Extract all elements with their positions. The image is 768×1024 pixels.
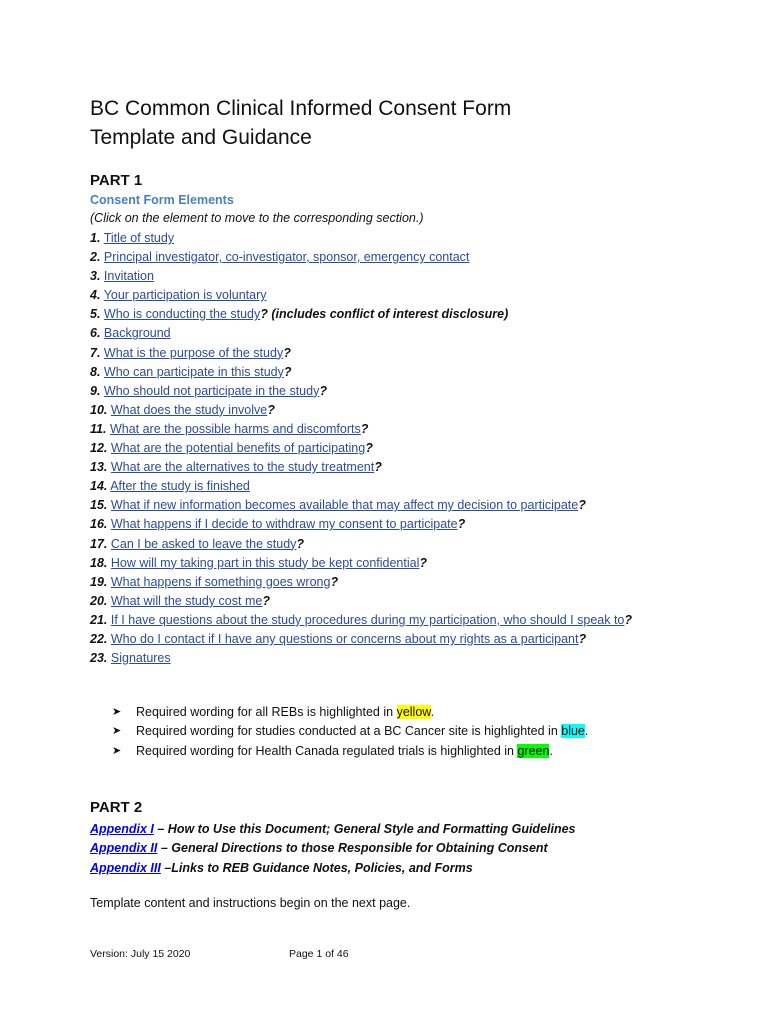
legend-text-end: . [430, 705, 435, 719]
toc-item [90, 420, 650, 439]
legend-item [112, 722, 588, 741]
appendix-row [90, 839, 576, 858]
toc-link[interactable]: Can I be asked to leave the study [110, 536, 297, 551]
part1-heading: PART 1 [90, 172, 143, 189]
toc-item [90, 554, 650, 573]
template-intro-text: Template content and instructions begin on the next page. [90, 896, 411, 910]
toc-item [90, 630, 650, 649]
title-line: BC Common Clinical Informed Consent Form [90, 97, 512, 120]
item-number: 16. [90, 517, 108, 532]
toc-item [90, 248, 650, 267]
toc-item [90, 324, 650, 343]
question-mark: ? [283, 345, 291, 360]
toc-link[interactable]: Principal investigator, co-investigator, sponsor, emergency contact [103, 250, 470, 265]
footer-page-number: Page 1 of 46 [289, 948, 349, 960]
appendix-description: – How to Use this Document; General Style and Formatting Guidelines [153, 822, 576, 836]
toc-item [90, 592, 650, 611]
question-mark: ? [262, 593, 270, 608]
appendix-link[interactable]: Appendix III [90, 860, 161, 875]
item-number: 19. [90, 574, 108, 589]
legend-text-end: . [584, 724, 589, 739]
question-mark: ? [330, 574, 339, 589]
appendix-link[interactable]: Appendix I [90, 822, 154, 836]
legend-item [112, 703, 588, 722]
toc-item [90, 477, 650, 496]
appendix-description: –Links to REB Guidance Notes, Policies, and Forms [160, 860, 473, 875]
item-number: 21. [90, 612, 108, 627]
appendix-row [90, 820, 576, 839]
toc-link[interactable]: What is the purpose of the study [103, 345, 284, 360]
appendix-description: – General Directions to those Responsible for Obtaining Consent [157, 841, 548, 856]
item-number: 4. [90, 288, 101, 303]
toc-link[interactable]: What are the possible harms and discomforts [109, 421, 361, 436]
toc-item [90, 382, 650, 401]
highlight-legend [112, 703, 588, 761]
toc-item [90, 267, 650, 286]
item-number: 6. [90, 326, 101, 341]
appendix-row [90, 859, 576, 878]
question-mark: ? [624, 612, 633, 627]
toc-item [90, 229, 650, 248]
item-number: 22. [90, 631, 108, 646]
arrow-bullet-icon: ➤ [112, 706, 122, 718]
toc-link[interactable]: Who is conducting the study [103, 307, 261, 322]
toc-item [90, 496, 650, 515]
question-mark: ? [578, 498, 586, 513]
item-number: 7. [90, 345, 101, 360]
toc-link[interactable]: How will my taking part in this study be kept confidential [110, 555, 420, 570]
question-mark: ? [360, 421, 369, 436]
toc-item [90, 401, 650, 420]
toc-link[interactable]: What are the alternatives to the study treatment [110, 460, 375, 475]
item-number: 10. [90, 402, 108, 417]
question-mark: ? [260, 307, 268, 322]
legend-text-end: . [549, 743, 553, 758]
appendix-link[interactable]: Appendix II [90, 841, 158, 856]
document-title [90, 94, 511, 152]
footer-version: Version: July 15 2020 [90, 948, 191, 960]
question-mark: ? [374, 460, 382, 475]
item-number: 15. [90, 498, 108, 513]
item-number: 9. [90, 383, 101, 398]
toc-link[interactable]: Background [103, 326, 171, 341]
item-note: (includes conflict of interest disclosure) [267, 307, 509, 322]
question-mark: ? [267, 402, 275, 417]
question-mark: ? [365, 441, 373, 456]
highlight-swatch: green [517, 743, 550, 758]
toc-item [90, 649, 650, 668]
item-number: 23. [90, 651, 108, 666]
consent-elements-list [90, 229, 650, 668]
toc-instruction: (Click on the element to move to the corresponding section.) [90, 211, 424, 225]
item-number: 8. [90, 364, 101, 379]
toc-item [90, 535, 650, 554]
question-mark: ? [296, 536, 305, 551]
toc-link[interactable]: After the study is finished [110, 479, 250, 494]
highlight-swatch: blue [561, 724, 585, 739]
toc-item [90, 611, 650, 630]
item-number: 1. [90, 231, 101, 245]
title-line: Template and Guidance [90, 126, 312, 149]
legend-text: Required wording for Health Canada regulated trials is highlighted in [136, 743, 518, 758]
toc-item [90, 344, 650, 363]
toc-item [90, 305, 650, 324]
item-number: 3. [90, 269, 101, 284]
item-number: 12. [90, 441, 108, 456]
legend-text: Required wording for studies conducted at a BC Cancer site is highlighted in [136, 724, 562, 739]
toc-item [90, 286, 650, 305]
item-number: 11. [90, 421, 107, 436]
toc-link[interactable]: Invitation [103, 269, 154, 284]
toc-item [90, 573, 650, 592]
toc-link[interactable]: What are the potential benefits of participating [110, 441, 366, 456]
part2-heading: PART 2 [90, 799, 143, 816]
toc-link[interactable]: Signatures [110, 651, 171, 666]
item-number: 2. [90, 250, 101, 265]
question-mark: ? [419, 555, 427, 570]
item-number: 5. [90, 307, 101, 322]
toc-item [90, 515, 650, 534]
toc-link[interactable]: Who do I contact if I have any questions or concerns about my rights as a participant [110, 631, 579, 646]
arrow-bullet-icon: ➤ [112, 725, 122, 738]
consent-elements-heading: Consent Form Elements [90, 193, 234, 207]
item-number: 20. [90, 593, 108, 608]
question-mark: ? [319, 383, 327, 398]
question-mark: ? [578, 631, 587, 646]
toc-item [90, 439, 650, 458]
toc-item [90, 458, 650, 477]
arrow-bullet-icon: ➤ [112, 744, 122, 757]
toc-link[interactable]: Who can participate in this study [103, 364, 284, 379]
appendix-list [90, 820, 576, 878]
toc-link[interactable]: Title of study [103, 231, 175, 245]
highlight-swatch: yellow [396, 705, 431, 719]
question-mark: ? [457, 517, 466, 532]
toc-link[interactable]: What happens if something goes wrong [110, 574, 331, 589]
toc-link[interactable]: Who should not participate in the study [103, 383, 320, 398]
item-number: 17. [90, 536, 108, 551]
toc-link[interactable]: What will the study cost me [110, 593, 263, 608]
legend-text: Required wording for all REBs is highlighted in [136, 705, 397, 719]
toc-link[interactable]: What happens if I decide to withdraw my consent to participate [110, 517, 458, 532]
item-number: 14. [90, 479, 108, 494]
toc-item [90, 363, 650, 382]
item-number: 13. [90, 460, 108, 475]
question-mark: ? [283, 364, 292, 379]
toc-link[interactable]: Your participation is voluntary [103, 288, 267, 303]
toc-link[interactable]: What if new information becomes available that may affect my decision to participate [110, 498, 579, 513]
legend-item [112, 742, 588, 761]
toc-link[interactable]: If I have questions about the study procedures during my participation, who should I speak to [110, 612, 625, 627]
toc-link[interactable]: What does the study involve [110, 402, 268, 417]
item-number: 18. [90, 555, 108, 570]
